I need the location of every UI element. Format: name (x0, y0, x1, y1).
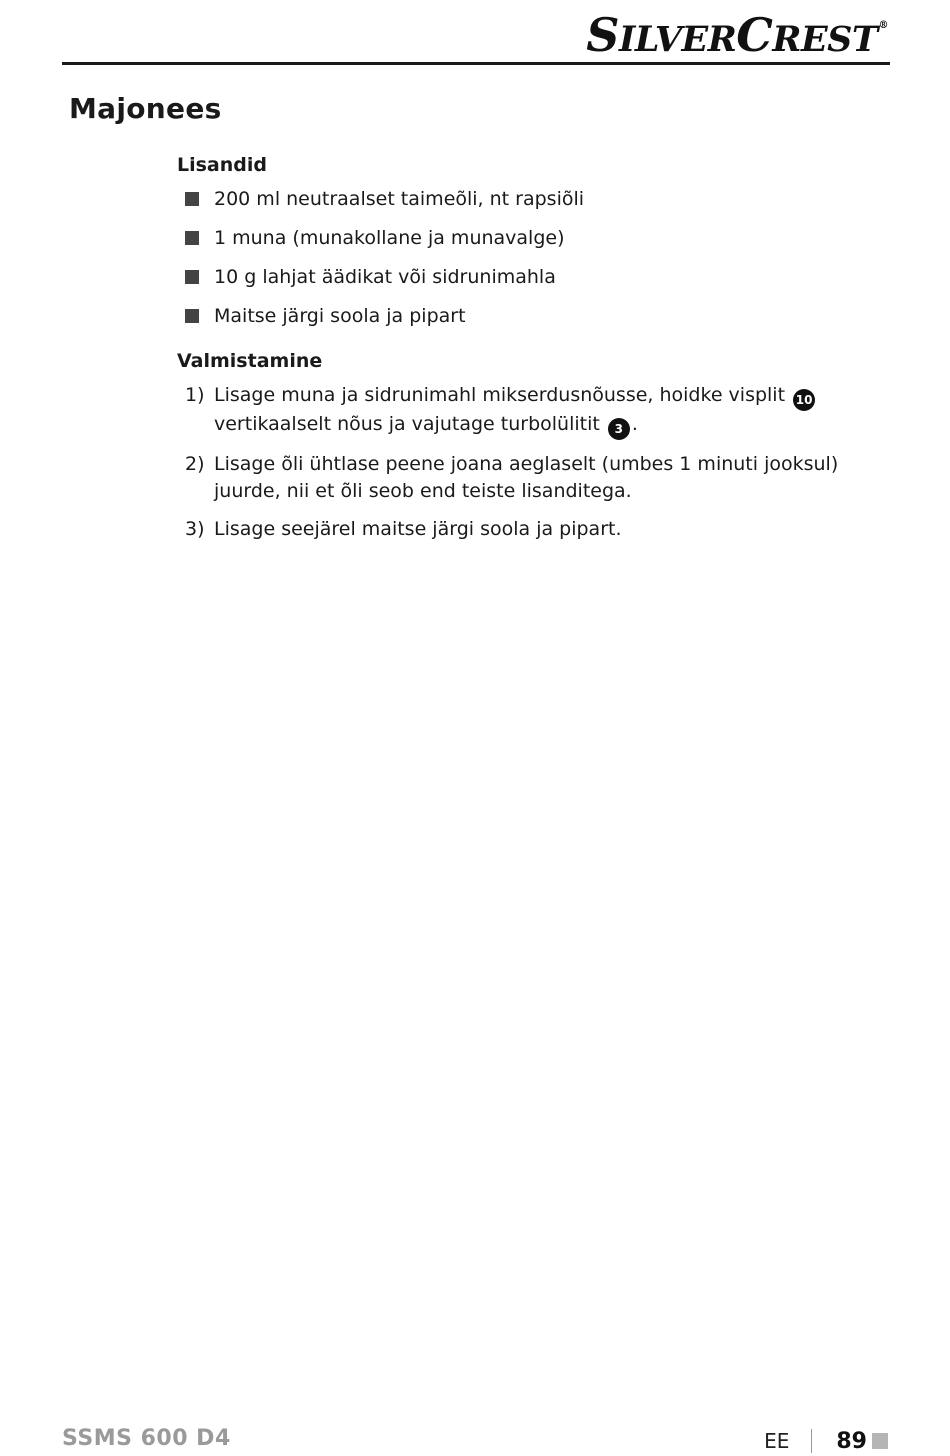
recipe-content (177, 152, 877, 554)
list-item (177, 264, 877, 290)
list-item-text: 10 g lahjat äädikat või sidrunimahla (214, 266, 556, 288)
list-item (177, 303, 877, 329)
list-item-text: Maitse järgi soola ja pipart (214, 305, 466, 327)
step-text: Lisage õli ühtlase peene joana aeglaselt (umbes 1 minuti jooksul) juurde, nii et õli seob end teiste lisanditega. (214, 453, 839, 502)
bullet-square-icon (185, 309, 199, 323)
page-number: 89 (836, 1428, 867, 1454)
ingredients-heading: Lisandid (177, 154, 267, 176)
page-title: Majonees (69, 92, 222, 125)
step-text: Lisage muna ja sidrunimahl mikserdusnõusse, hoidke visplit (214, 384, 792, 406)
bullet-square-icon (185, 270, 199, 284)
model-number: SSMS 600 D4 (62, 1426, 231, 1451)
list-item (177, 186, 877, 212)
step-number: 2) (185, 453, 205, 475)
list-item (177, 382, 877, 440)
list-item (177, 516, 877, 543)
step-number: 1) (185, 384, 205, 406)
header-rule (62, 62, 890, 65)
language-code: EE (764, 1429, 790, 1453)
list-item (177, 225, 877, 251)
page-footer (62, 1426, 888, 1456)
footer-divider (811, 1429, 812, 1453)
footer-right (764, 1426, 888, 1456)
bullet-square-icon (185, 231, 199, 245)
ingredients-list (177, 186, 877, 329)
page-square-icon (872, 1433, 888, 1449)
preparation-heading: Valmistamine (177, 350, 323, 372)
bullet-square-icon (185, 192, 199, 206)
part-number-badge-icon: 10 (793, 389, 815, 411)
registered-mark: ® (878, 20, 888, 31)
silvercrest-logo (586, 8, 888, 62)
list-item-text: 1 muna (munakollane ja munavalge) (214, 227, 565, 249)
logo-letter-c: C (736, 8, 773, 62)
step-text: vertikaalselt nõus ja vajutage turbolülitit (214, 413, 606, 435)
step-text: Lisage seejärel maitse järgi soola ja pipart. (214, 518, 622, 540)
list-item-text: 200 ml neutraalset taimeõli, nt rapsiõli (214, 188, 585, 210)
step-number: 3) (185, 518, 205, 540)
list-item (177, 451, 877, 505)
logo-text-rest: REST (772, 19, 878, 60)
preparation-steps (177, 382, 877, 543)
step-text: . (631, 413, 638, 435)
logo-text-ilver: ILVER (619, 19, 737, 60)
logo-letter-s: S (586, 8, 620, 62)
part-number-badge-icon: 3 (608, 418, 630, 440)
